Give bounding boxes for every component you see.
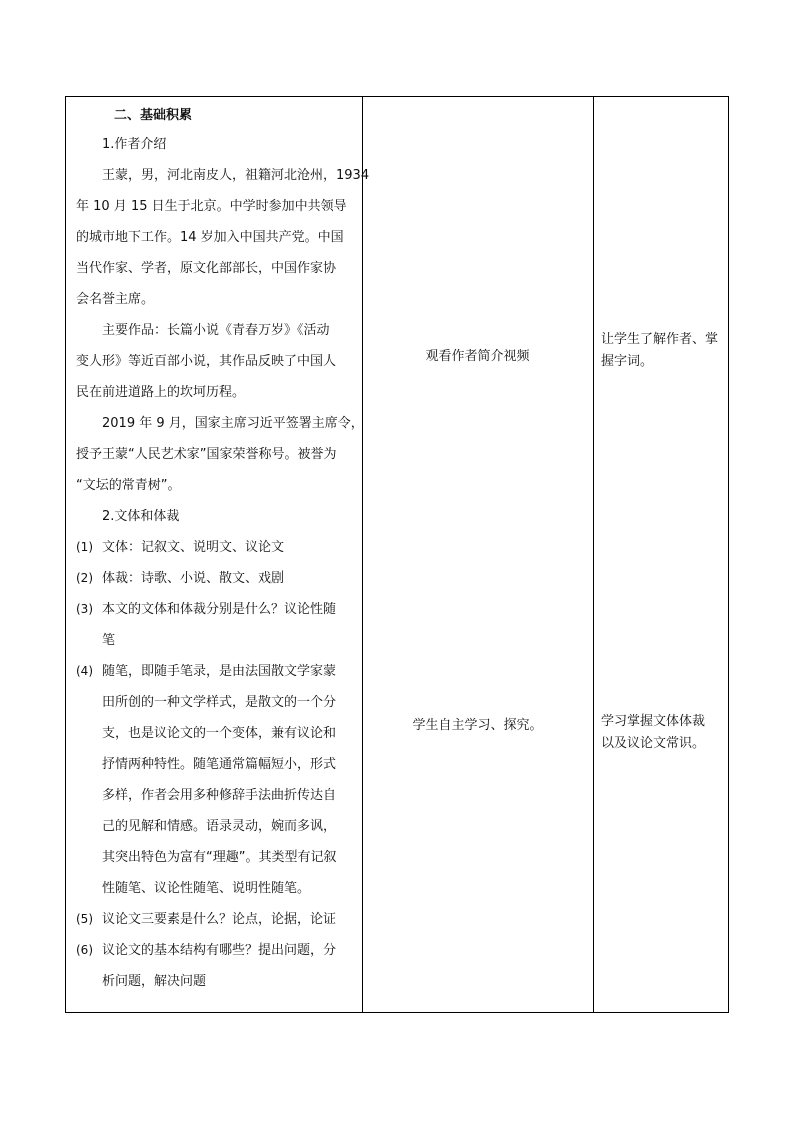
- paragraph-line: 王蒙，男，河北南皮人，祖籍河北沧州，1934: [102, 168, 370, 183]
- design-intent-line: 学习掌握文体体裁: [601, 714, 706, 729]
- list-item: [76, 563, 352, 594]
- list-item-text: 文体：记叙文、说明文、议论文: [102, 540, 285, 555]
- design-intent-1: [593, 329, 730, 373]
- paragraph-line: 年 10 月 15 日生于北京。中学时参加中共领导: [76, 199, 347, 214]
- paragraph-line: 主要作品：长篇小说《青春万岁》《活动: [102, 323, 330, 338]
- list-item-text: 随笔，即随手笔录，是由法国散文学家蒙: [102, 664, 337, 679]
- list-item-text: 己的见解和情感。语录灵动，婉而多讽，: [102, 819, 337, 834]
- list-item: [76, 594, 352, 656]
- paragraph-line: 变人形》等近百部小说，其作品反映了中国人: [76, 354, 337, 369]
- column-divider: [593, 97, 594, 1012]
- paragraph-line: 授予王蒙“人民艺术家”国家荣誉称号。被誉为: [76, 447, 337, 462]
- section-heading: 二、基础积累: [114, 108, 193, 123]
- student-activity-2: 学生自主学习、探究。: [412, 718, 543, 733]
- design-intent-2: [593, 711, 730, 755]
- student-activity-1: 观看作者简介视频: [425, 349, 530, 364]
- list-item-text: 多样，作者会用多种修辞手法曲折传达自: [102, 788, 337, 803]
- list-item-text: 体裁：诗歌、小说、散文、戏剧: [102, 571, 285, 586]
- list-item: [76, 935, 352, 997]
- list-item-text: 议论文三要素是什么？论点，论据，论证: [102, 912, 337, 927]
- list-item-text: 议论文的基本结构有哪些？提出问题，分: [102, 943, 337, 958]
- paragraph-line: 当代作家、学者，原文化部部长，中国作家协: [76, 261, 337, 276]
- paragraph-line: 2019 年 9 月，国家主席习近平签署主席令，: [102, 416, 364, 431]
- list-number: (5): [76, 912, 93, 926]
- paragraph-line: 民在前进道路上的坎坷历程。: [76, 385, 246, 400]
- list-item: [76, 656, 352, 904]
- list-item-text: 本文的文体和体裁分别是什么？议论性随: [102, 602, 337, 617]
- lesson-plan-table: [65, 96, 729, 1013]
- list-number: (2): [76, 571, 93, 585]
- paragraph-line: 会名誉主席。: [76, 292, 155, 307]
- list-item-text: 抒情两种特性。随笔通常篇幅短小，形式: [102, 757, 337, 772]
- list-item: [76, 904, 352, 935]
- list-item-text: 田所创的一种文学样式，是散文的一个分: [102, 695, 337, 710]
- content-column: [66, 97, 370, 1012]
- list-item-text: 其突出特色为富有“理趣”。其类型有记叙: [102, 850, 337, 865]
- paragraph-line: 的城市地下工作。14 岁加入中国共产党。中国: [76, 230, 344, 245]
- list-item-text: 笔: [102, 633, 116, 648]
- design-intent-line: 以及议论文常识。: [601, 736, 706, 751]
- list-item-text: 析问题，解决问题: [102, 974, 207, 989]
- list-number: (4): [76, 664, 93, 678]
- design-intent-line: 握字词。: [601, 354, 654, 369]
- list-number: (1): [76, 540, 93, 554]
- design-intent-line: 让学生了解作者、掌: [601, 332, 719, 347]
- column-divider: [362, 97, 363, 1012]
- list-number: (3): [76, 602, 93, 616]
- paragraph-line: “文坛的常青树”。: [76, 478, 181, 493]
- list-number: (6): [76, 943, 93, 957]
- list-item: [76, 532, 352, 563]
- subsection-title-genre: 2.文体和体裁: [102, 509, 180, 524]
- list-item-text: 性随笔、议论性随笔、说明性随笔。: [102, 881, 311, 896]
- subsection-title-author: 1.作者介绍: [102, 137, 167, 152]
- list-item-text: 支，也是议论文的一个变体，兼有议论和: [102, 726, 337, 741]
